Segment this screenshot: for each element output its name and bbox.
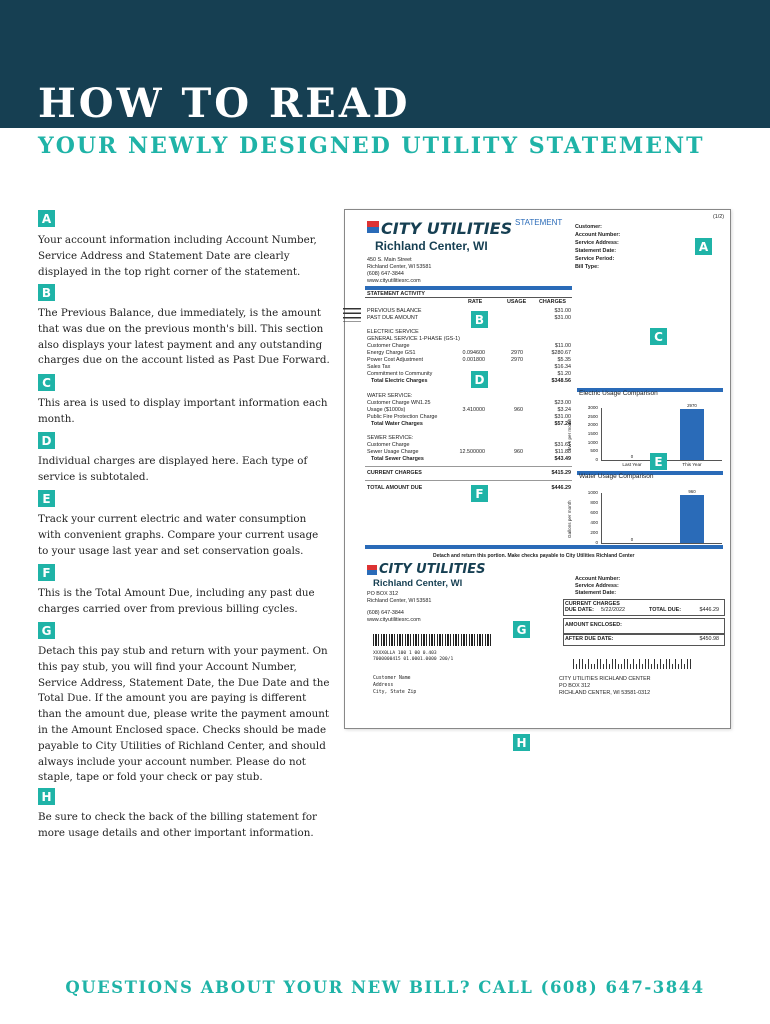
sewer-title: SEWER SERVICE: — [367, 435, 414, 441]
address-line-4: www.cityutilitiesrc.com — [367, 278, 421, 284]
badge-e-marker: E — [650, 453, 667, 470]
y-tick-label: 600 — [590, 510, 598, 515]
stub-barcode — [373, 634, 493, 646]
section-h-text: Be sure to check the back of the billing statement for more usage details and other important information. — [38, 811, 317, 839]
water-chart-title: Water Usage Comparison — [579, 473, 654, 480]
electric-line-amount: $1.20 — [557, 371, 571, 377]
data-label: 0 — [630, 537, 634, 542]
col-rate: RATE — [468, 299, 483, 305]
badge-b-marker: B — [471, 311, 488, 328]
sewer-line-amount: $11.88 — [554, 449, 571, 455]
detach-instruction: Detach and return this portion. Make checks payable to City Utilities Richland Center — [433, 553, 635, 559]
activity-header-bar — [365, 286, 572, 290]
customer-line: City, State Zip — [373, 690, 417, 695]
divider — [365, 297, 572, 298]
electric-line-label: Customer Charge — [367, 343, 410, 349]
stub-due-date: 5/22/2022 — [601, 607, 625, 613]
electric-title: ELECTRIC SERVICE — [367, 329, 419, 335]
electric-line-label: Commitment to Community — [367, 371, 433, 377]
stub-city: Richland Center, WI — [373, 578, 463, 589]
electric-chart-title: Electric Usage Comparison — [579, 390, 658, 397]
stub-current-charges-label: CURRENT CHARGES — [565, 601, 620, 607]
customer-field: Customer: — [575, 224, 602, 230]
section-g-text: Detach this pay stub and return with your payment. On this pay stub, you will find your Account Number, Service Address, Statement Date, the Due Date and the Total Due. If the amount you are paying is different than the amount due, please write the payment amount in the Amount Enclosed space. Checks should be made payable to City Utilities of Richland Center, and should always include your account number. Please do not staple, tape or fold your check or pay stub. — [38, 645, 330, 784]
detach-bar — [365, 545, 723, 549]
water-total-label: Total Water Charges — [371, 421, 423, 427]
badge-c-marker: C — [650, 328, 667, 345]
electric-line-amount: $16.34 — [554, 364, 571, 370]
divider — [365, 466, 572, 467]
y-tick-label: 0 — [595, 540, 598, 545]
company-city: Richland Center, WI — [375, 239, 488, 253]
prev-balance-label: PREVIOUS BALANCE — [367, 308, 422, 314]
y-tick-label: 2500 — [587, 413, 598, 419]
water-chart — [587, 489, 722, 545]
electric-chart-ylabel: kWh per month — [567, 418, 572, 450]
water-title: WATER SERVICE: — [367, 393, 413, 399]
electric-subtitle: GENERAL SERVICE 1-PHASE (GS-1) — [367, 336, 460, 342]
water-line-rate: 3.410000 — [462, 407, 485, 413]
page-subtitle: YOUR NEWLY DESIGNED UTILITY STATEMENT — [38, 133, 705, 159]
stub-after-due: $450.98 — [699, 636, 719, 642]
stub-account-number: Account Number: — [575, 576, 621, 582]
badge-c: C — [38, 374, 55, 391]
electric-line-rate: 0.001800 — [462, 357, 485, 363]
past-due-amount: $31.00 — [554, 315, 571, 321]
section-a-text: Your account information including Account Number, Service Address and Statement Date are clearly displayed in the top right corner of the statement. — [38, 234, 317, 278]
data-label: 960 — [688, 489, 696, 494]
y-tick-label: 2000 — [587, 422, 598, 428]
data-label: 0 — [630, 454, 634, 459]
electric-line-usage: 2970 — [511, 357, 523, 363]
stub-logo: CITY UTILITIES — [379, 562, 486, 577]
customer-line: Address — [373, 683, 394, 688]
stub-total-due: $446.29 — [699, 607, 719, 613]
bill-type-field: Bill Type: — [575, 264, 599, 270]
water-line-amount: $31.00 — [554, 414, 571, 420]
prev-balance-amount: $31.00 — [554, 308, 571, 314]
current-charges-label: CURRENT CHARGES — [367, 470, 422, 476]
electric-line-rate: 0.094600 — [462, 350, 485, 356]
remit-line: RICHLAND CENTER, WI 53581-0312 — [559, 690, 651, 696]
activity-title: STATEMENT ACTIVITY — [367, 291, 425, 297]
x-tick-label: Last Year — [622, 462, 642, 467]
account-number-field: Account Number: — [575, 232, 621, 238]
remit-line: CITY UTILITIES RICHLAND CENTER — [559, 676, 651, 682]
stub-amount-enclosed-label: AMOUNT ENCLOSED: — [565, 622, 622, 628]
section-d-text: Individual charges are displayed here. Each type of service is subtotaled. — [38, 455, 308, 483]
stub-logo-flag-icon — [367, 565, 377, 575]
menu-lines-icon — [343, 308, 361, 322]
electric-line-label: Energy Charge GS1 — [367, 350, 416, 356]
badge-g: G — [38, 622, 55, 639]
badge-d-marker: D — [471, 371, 488, 388]
y-tick-label: 1000 — [587, 439, 598, 445]
col-usage: USAGE — [507, 299, 527, 305]
water-line-usage: 960 — [514, 407, 523, 413]
electric-line-label: Sales Tax — [367, 364, 391, 370]
customer-line: Customer Name — [373, 676, 411, 681]
bar-this-year — [680, 409, 704, 460]
y-tick-label: 0 — [595, 457, 598, 462]
electric-total-label: Total Electric Charges — [371, 378, 428, 384]
stub-address-line: PO BOX 312 — [367, 591, 399, 597]
address-line-3: (608) 647-3844 — [367, 271, 404, 277]
sewer-line-label: Customer Charge — [367, 442, 410, 448]
electric-line-amount: $11.00 — [554, 343, 571, 349]
sewer-line-rate: 12.500000 — [459, 449, 485, 455]
electric-line-usage: 2970 — [511, 350, 523, 356]
address-line-1: 450 S. Main Street — [367, 257, 412, 263]
service-address-field: Service Address: — [575, 240, 619, 246]
y-tick-label: 1500 — [587, 431, 598, 436]
electric-total: $348.56 — [551, 378, 571, 384]
logo-flag-icon — [367, 221, 379, 233]
stub-after-due-label: AFTER DUE DATE: — [565, 636, 614, 642]
badge-h-marker: H — [513, 734, 530, 751]
water-line-label: Usage ($1000s) — [367, 407, 406, 413]
x-tick-label: This Year — [682, 462, 702, 467]
water-line-amount: $23.00 — [554, 400, 571, 406]
badge-h: H — [38, 788, 55, 805]
past-due-label: PAST DUE AMOUNT — [367, 315, 419, 321]
water-line-label: Customer Charge WN1.25 — [367, 400, 431, 406]
section-f-text: This is the Total Amount Due, including any past due charges carried over from previous billing cycles. — [38, 587, 315, 615]
sewer-line-usage: 960 — [514, 449, 523, 455]
stub-total-due-label: TOTAL DUE: — [649, 607, 682, 613]
badge-a: A — [38, 210, 55, 227]
badge-b: B — [38, 284, 55, 301]
badge-f-marker: F — [471, 485, 488, 502]
water-chart-ylabel: Gallons per month — [567, 500, 572, 538]
water-line-label: Public Fire Protection Charge — [367, 414, 438, 420]
sewer-line-amount: $31.61 — [554, 442, 571, 448]
total-due-label: TOTAL AMOUNT DUE — [367, 485, 423, 491]
stub-contact-line: www.cityutilitiesrc.com — [367, 617, 421, 623]
data-label: 2970 — [687, 402, 697, 408]
section-e-text: Track your current electric and water consumption with convenient graphs. Compare your current usage to your usage last year and set conservation goals. — [38, 513, 319, 557]
divider — [365, 480, 572, 481]
postal-barcode — [573, 659, 693, 669]
badge-f: F — [38, 564, 55, 581]
remit-line: PO BOX 312 — [559, 683, 591, 689]
total-due-amount: $446.29 — [551, 485, 571, 491]
y-tick-label: 200 — [590, 530, 598, 535]
stub-service-address: Service Address: — [575, 583, 619, 589]
water-total: $57.24 — [554, 421, 571, 427]
service-period-field: Service Period: — [575, 256, 615, 262]
scan-line: XXXX0LLA 100 1 00 0.403 — [373, 651, 437, 656]
sewer-total: $43.49 — [554, 456, 571, 462]
stub-contact-line: (608) 647-3844 — [367, 610, 404, 616]
section-b-text: The Previous Balance, due immediately, is the amount that was due on the previous month's bill. This section also displays your latest payment and any outstanding charges due on the account listed as Past Due Forward. — [38, 307, 330, 367]
y-tick-label: 3000 — [587, 405, 598, 410]
badge-g-marker: G — [513, 621, 530, 638]
page-number: (1/2) — [713, 214, 725, 220]
badge-e: E — [38, 490, 55, 507]
statement-date-field: Statement Date: — [575, 248, 617, 254]
electric-line-amount: $5.35 — [557, 357, 571, 363]
electric-line-label: Power Cost Adjustment — [367, 357, 424, 363]
sewer-total-label: Total Sewer Charges — [371, 456, 424, 462]
y-tick-label: 400 — [590, 520, 598, 525]
sewer-line-label: Sewer Usage Charge — [367, 449, 419, 455]
y-tick-label: 500 — [590, 448, 598, 454]
footer-call-to-action: QUESTIONS ABOUT YOUR NEW BILL? CALL (608) 647-3844 — [65, 978, 705, 997]
address-line-2: Richland Center, WI 53581 — [367, 264, 432, 270]
water-line-amount: $3.24 — [557, 407, 571, 413]
stub-due-date-label: DUE DATE: — [565, 607, 594, 613]
scan-line: 7000000415 01.0001.0000 200/1 — [373, 657, 454, 662]
company-logo: CITY UTILITIES — [381, 219, 513, 238]
bar-this-year — [680, 495, 704, 543]
statement-sample — [344, 209, 731, 729]
col-charges: CHARGES — [539, 299, 566, 305]
badge-d: D — [38, 432, 55, 449]
electric-line-amount: $280.67 — [551, 350, 571, 356]
stub-statement-date: Statement Date: — [575, 590, 617, 596]
statement-label: STATEMENT — [515, 218, 563, 227]
y-tick-label: 1000 — [587, 490, 598, 495]
badge-a-marker: A — [695, 238, 712, 255]
page-title: HOW TO READ — [38, 80, 411, 127]
section-c-text: This area is used to display important information each month. — [38, 397, 328, 425]
current-charges-amount: $415.29 — [551, 470, 571, 476]
stub-address-line: Richland Center, WI 53581 — [367, 598, 432, 604]
y-tick-label: 800 — [590, 500, 598, 505]
